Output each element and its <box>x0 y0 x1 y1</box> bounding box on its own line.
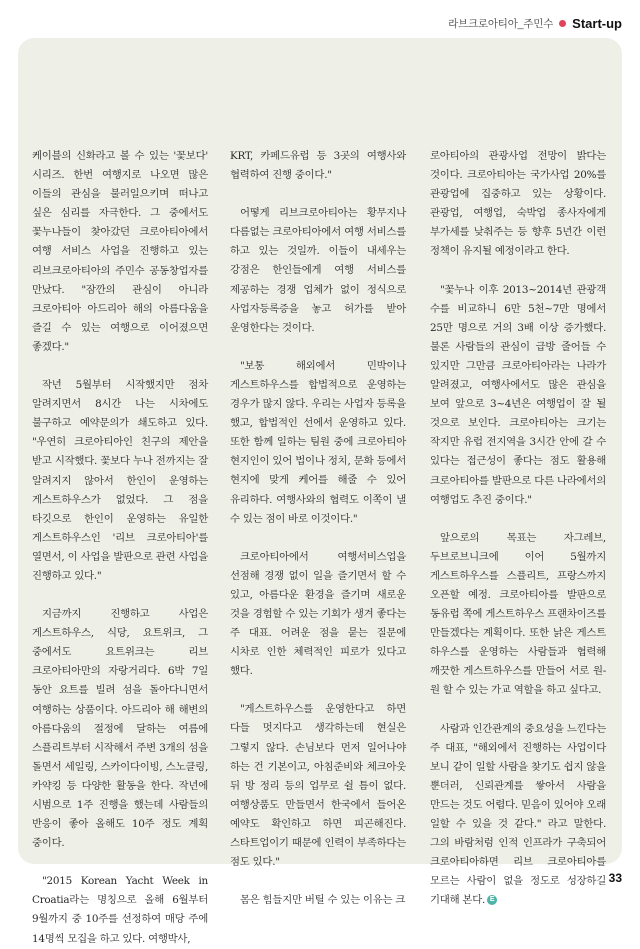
paragraph-last <box>430 720 606 911</box>
bullet-dot-icon <box>559 20 566 27</box>
page-header <box>448 14 622 32</box>
paragraph: 몸은 힘들지만 버틸 수 있는 이유는 크 <box>240 894 406 907</box>
paragraph: 크로아티아에서 여행서비스업을 선점해 경쟁 없이 일을 즐기면서 할 수 있고, 아름다운 환경을 즐기며 새로운 것을 경험할 수 있는 기회가 생겨 좋다는 주 대표. 어려운 점을 묻는 질문에 시차로 인한 체력적인 피로가 있다고 했다. <box>230 550 406 678</box>
page-number: 33 <box>608 871 622 885</box>
paragraph: 어떻게 리브크로아티아는 황무지나 다름없는 크로아티아에서 여행 서비스를 하고 있는 것일까. 이들이 내세우는 강점은 한인들에게 여행 서비스를 제공하는 경쟁 업체가 없이 정식으로 사업자등록증을 놓고 허가를 받아 운영한다는 것이다. <box>230 207 406 334</box>
article-column-2 <box>230 147 406 910</box>
paragraph: "2015 Korean Yacht Week in Croatia라는 명칭으로 올해 6월부터 9월까지 중 10주를 선정하여 매당 주에 14명씩 모집을 하고 있다. 여행박사, <box>32 875 208 945</box>
breadcrumb: 라브크로아티아_주민수 <box>448 17 554 30</box>
paragraph: "보통 해외에서 민박이나 게스트하우스를 합법적으로 운영하는 경우가 많지 않다. 우리는 사업자 등록을 했고, 합법적인 선에서 운영하고 있다. 또한 함께 일하는 팀원 중에 크로아티아 현지인이 있어 법이나 정치, 문화 등에서 현지에 맞게 케어를 해줄 수 있어 유리하다. 여행사와의 협력도 이쪽이 낼 수 있는 점이 바로 이것이다." <box>230 359 406 525</box>
paragraph: KRT, 카페드유럽 등 3곳의 여행사와 협력하여 진행 중이다." <box>230 150 406 182</box>
section-title: Start-up <box>572 15 622 31</box>
paragraph: "꽃누나 이후 2013~2014년 관광객 수를 비교하니 6만 5천~7만 명에서 25만 명으로 거의 3배 이상 증가했다. 불론 사람들의 관심이 급방 줄어들 수 있지만 그만큼 크로아티아라는 나라가 알려졌고, 여행사에서도 많은 관심을 보여 앞으로 3~4년은 여행업이 잘 될 것으로 보인다. 크로아티아는 크기는 작지만 유럽 전지역을 3시간 안에 갈 수 있다는 접근성이 좋다는 점도 활용해 크로아티아를 발판으로 다른 나라에서의 여행업도 추진 중이다." <box>430 283 606 506</box>
paragraph: "게스트하우스를 운영한다고 하면 다들 멋지다고 생각하는데 현실은 그렇지 않다. 손님보다 먼저 일어나야 하는 건 기본이고, 아침준비와 체크아웃 뒤 방 정리 등의 업무로 쉴 틈이 없다. 여행상품도 만들면서 한국에서 들어온 예약도 확인하고 하면 피곤해진다. 스타트업이기 때문에 인력이 부족하다는 점도 있다." <box>230 703 406 869</box>
paragraph: 작년 5월부터 시작했지만 점차 알려지면서 8시간 나는 시차에도 불구하고 예약문의가 쇄도하고 있다. "우연히 크로아티아인 친구의 제안을 받고 시작했다. 꽃보다 누나 전까지는 잘 알려지지 않아서 한인이 운영하는 게스트하우스가 없었다. 그 점을 타깃으로 한인이 운영하는 유일한 게스트하우스인 '리브 크로아티아'를 열면서, 이 사업을 발판으로 관련 사업을 진행하고 있다." <box>32 379 208 582</box>
paragraph-text: 사람과 인간관계의 중요성을 느낀다는 주 대표, "해외에서 진행하는 사업이다 보니 같이 일할 사람을 찾기도 쉽지 않을 뿐더러, 신뢰관계를 쌓아서 사람을 만드는 것도 어렵다. 믿음이 있어야 오래 일할 수 있을 것 같다." 라고 말한다. 그의 바람처럼 인적 인프라가 구축되어 크로아티아하면 리브 크로아티아를 모르는 사람이 없을 정도로 성장하길 기대해 본다. <box>430 722 606 907</box>
paragraph: 로아티아의 관광사업 전망이 밝다는 것이다. 크로아티아는 국가사업 20%를 관광업에 집중하고 있는 상황이다. 관광업, 여행업, 숙박업 종사자에게 부가세를 낮춰주는 등 향후 5년간 이런 정책이 유지될 예정이라고 한다. <box>430 150 606 258</box>
paragraph: 앞으로의 목표는 자그레브, 두브로브니크에 이어 5월까지 게스트하우스를 스플리트, 프랑스까지 오픈할 예정. 크로아티아를 발판으로 동유럽 쪽에 게스트하우스 프랜차이즈를 만들겠다는 계획이다. 또한 낡은 게스트 하우스를 운영하는 사람들과 협력해 깨끗한 게스트하우스를 만들어 서로 원-원 할 수 있는 가교 역할을 하고 싶다고. <box>430 531 606 697</box>
end-mark-icon: E <box>487 895 497 905</box>
paragraph: 지금까지 진행하고 사업은 게스트하우스, 식당, 요트위크, 그 중에서도 요트위크는 리브 크로아티아만의 자랑거리다. 6박 7일 동안 요트를 빌려 섬을 돌아다니면서 여행하는 상품이다. 아드리아 해 해변의 아름다움의 절정에 달하는 여름에 스플리트부터 시작해서 주변 3개의 섬을 돌면서 세일링, 스카이다이빙, 스노클링, 카약킹 등 다양한 활동을 한다. 작년에 시범으로 1주 진행을 했는데 사람들의 반응이 좋아 올해도 10주 정도 계획 중이다. <box>32 608 208 850</box>
article-column-3 <box>430 147 606 910</box>
paragraph: 케이블의 신화라고 볼 수 있는 '꽃보다' 시리즈. 한번 여행지로 나오면 많은 이들의 관심을 불러일으키며 떠나고 싶은 심리를 자극한다. 그 중에서도 꽃누나들이 찾아갔던 크로아티아에서 여행 서비스 사업을 진행하고 있는 리브크로아티아의 주민수 공동창업자를 만났다. "잠깐의 관심이 아니라 크로아티아 아드리아 해의 아름다움을 즐길 수 있는 여행으로 이어졌으면 좋겠다." <box>32 150 208 353</box>
article-column-1 <box>32 147 208 949</box>
